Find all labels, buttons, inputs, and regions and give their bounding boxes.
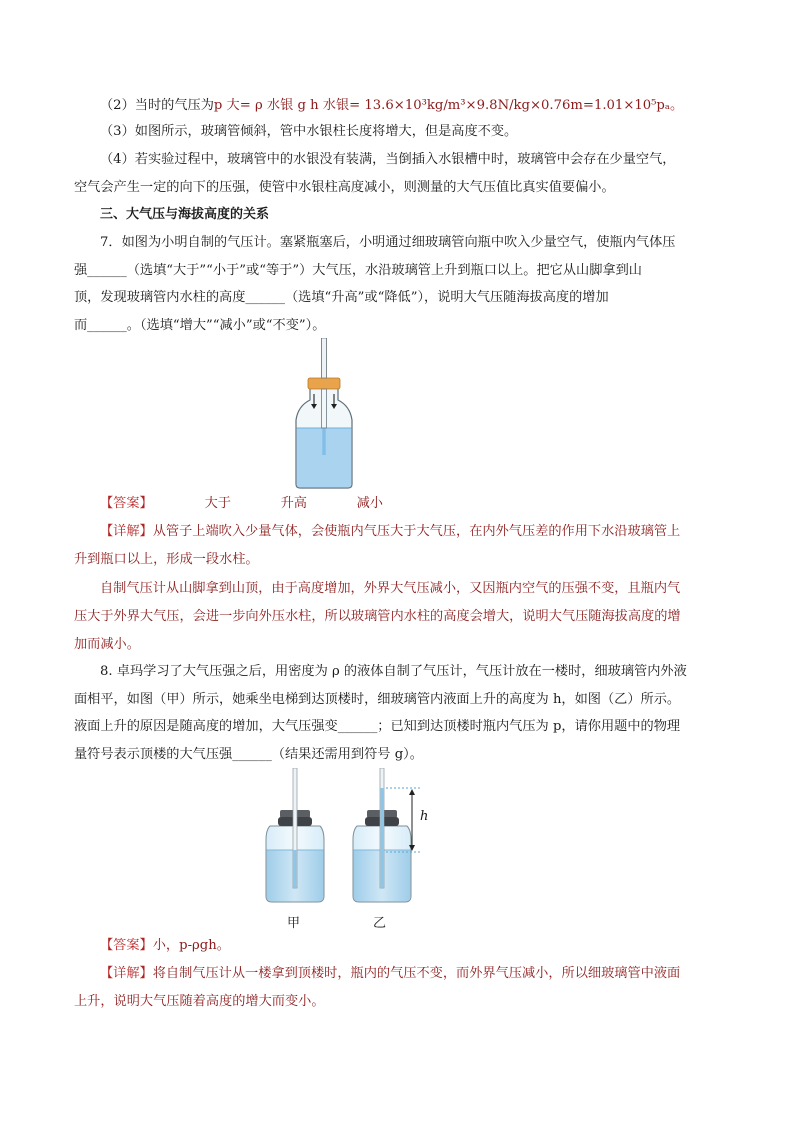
q7-answer-line bbox=[74, 490, 724, 518]
q8-line-4: 量符号表示顶楼的大气压强______（结果还需用到符号 g）。 bbox=[74, 747, 423, 762]
q8-answer-tag: 【答案】 bbox=[100, 938, 153, 953]
label-yi: 乙 bbox=[373, 916, 387, 931]
q7-line-1: 7．如图为小明自制的气压计。塞紧瓶塞后，小明通过细玻璃管向瓶中吹入少量空气，使瓶内气体压 bbox=[100, 235, 676, 250]
q7-line-4: 而______。（选填“增大”“减小”或“不变”）。 bbox=[74, 318, 326, 333]
q8-detail-line-1 bbox=[74, 960, 724, 988]
q7-detail-tag: 【详解】 bbox=[100, 524, 153, 539]
q6-formula: p 大= ρ 水银 g h 水银= 13.6×10³kg/m³×9.8N/kg×0.76m=1.01×10⁵pₐ。 bbox=[213, 98, 684, 113]
q7-bottle-figure bbox=[290, 338, 360, 490]
q6-line-4b: 空气会产生一定的向下的压强，使管中水银柱高度减小，则测量的大气压值比真实值要偏小。 bbox=[74, 180, 615, 195]
q7-answer-2: 升高 bbox=[280, 496, 307, 511]
q7-detail-line-2: 升到瓶口以上，形成一段水柱。 bbox=[74, 552, 259, 567]
h-label: h bbox=[420, 809, 429, 824]
q7-answer-3: 减小 bbox=[356, 496, 383, 511]
q7-line-3: 顶，发现玻璃管内水柱的高度______（选填“升高”或“降低”），说明大气压随海拔高度的增加 bbox=[74, 290, 609, 305]
bottle-jia bbox=[266, 768, 324, 902]
q7-answer-tag: 【答案】 bbox=[100, 496, 153, 511]
q6-line-2 bbox=[74, 92, 724, 120]
q8-detail-tag: 【详解】 bbox=[100, 966, 153, 981]
q6-line-4a: （4）若实验过程中，玻璃管中的水银没有装满，当倒插入水银槽中时，玻璃管中会存在少量空气， bbox=[100, 152, 676, 167]
section-heading: 三、大气压与海拔高度的关系 bbox=[100, 207, 270, 222]
q7-detail-line-1 bbox=[74, 518, 724, 546]
q8-barometer-figures bbox=[258, 768, 438, 910]
q8-line-1: 8. 卓玛学习了大气压强之后，用密度为 ρ 的液体自制了气压计，气压计放在一楼时，细玻璃管内外液 bbox=[100, 664, 687, 679]
q8-line-2: 面相平，如图（甲）所示，她乘坐电梯到达顶楼时，细玻璃管内液面上升的高度为 h，如图（乙）所示。 bbox=[74, 692, 681, 707]
q8-answer-line bbox=[74, 932, 724, 960]
q7-detail-line-4: 压大于外界大气压，会进一步向外压水柱，所以玻璃管内水柱的高度会增大，说明大气压随海拔高度的增 bbox=[74, 609, 681, 624]
q7-answer-1: 大于 bbox=[204, 496, 231, 511]
q8-answer-text: 小，p-ρgh。 bbox=[152, 938, 230, 953]
q8-line-3: 液面上升的原因是随高度的增加，大气压强变______；已知到达顶楼时瓶内气压为 p，请你用题中的物理 bbox=[74, 719, 681, 734]
q8-detail-text-1: 将自制气压计从一楼拿到顶楼时，瓶内的气压不变，而外界气压减小，所以细玻璃管中液面 bbox=[152, 966, 681, 981]
q6-line-2-text: （2）当时的气压为 bbox=[100, 98, 214, 113]
q7-detail-line-5: 加而减小。 bbox=[74, 637, 140, 652]
q8-detail-line-2: 上升，说明大气压随着高度的增大而变小。 bbox=[74, 994, 325, 1009]
q7-detail-text-1: 从管子上端吹入少量气体，会使瓶内气压大于大气压，在内外气压差的作用下水沿玻璃管上 bbox=[152, 524, 681, 539]
q7-line-2: 强______（选填“大于”“小于”或“等于”）大气压，水沿玻璃管上升到瓶口以上。把它从山脚拿到山 bbox=[74, 263, 642, 278]
q7-detail-line-3: 自制气压计从山脚拿到山顶，由于高度增加，外界大气压减小，又因瓶内空气的压强不变，且瓶内气 bbox=[100, 581, 681, 596]
q6-line-3: （3）如图所示，玻璃管倾斜，管中水银柱长度将增大，但是高度不变。 bbox=[100, 124, 518, 139]
label-jia: 甲 bbox=[287, 916, 301, 931]
